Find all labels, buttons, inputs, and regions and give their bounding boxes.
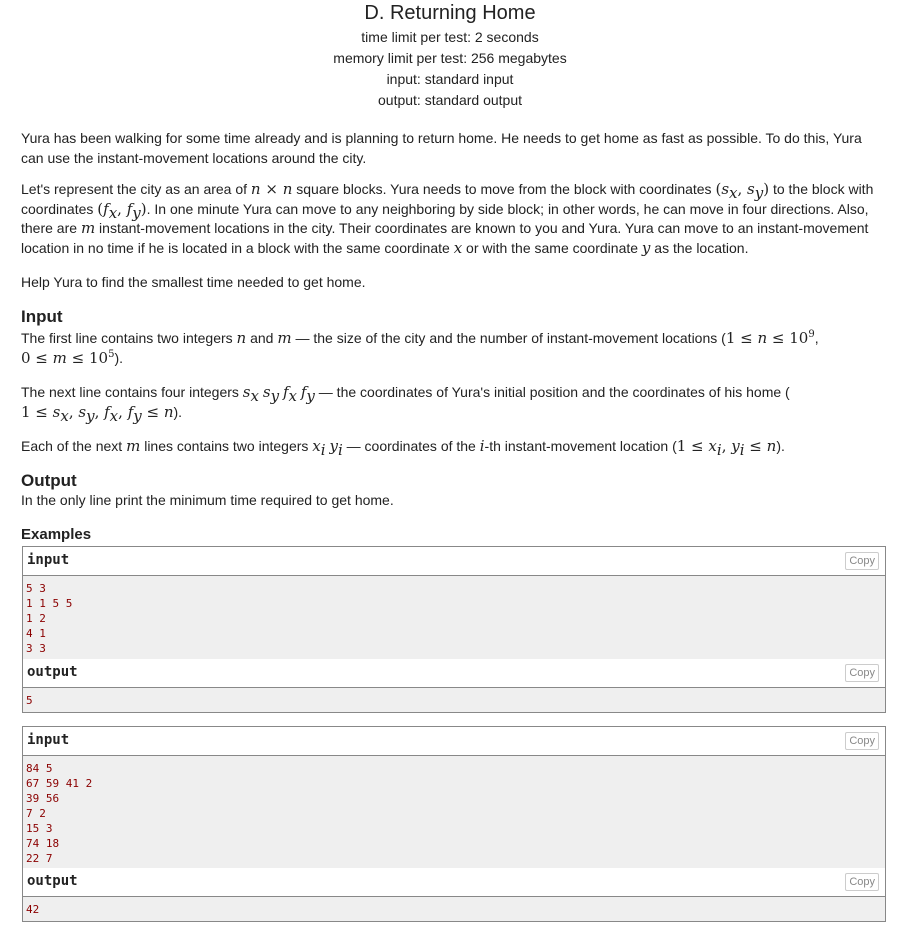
input-line-3: Each of the next m lines contains two integers $x_i$ $y_i$ — coordinates of the i-th instant-movement location ($1 \le x_i$, $y_i \le n$).: [21, 437, 785, 459]
examples-heading: Examples: [21, 526, 92, 543]
example-1-output: [22, 659, 886, 713]
example-2-input-content: 84 5 67 59 41 2 39 56 7 2 15 3 74 18 22 7: [23, 756, 885, 870]
statement-paragraph-3: Help Yura to find the smallest time needed to get home.: [21, 274, 366, 290]
example-1-output-label: output: [27, 664, 78, 680]
problem-title: D. Returning Home: [364, 2, 536, 24]
problem-limits: [0, 27, 900, 111]
output-heading: Output: [21, 471, 77, 490]
math-n-times-n: n: [250, 180, 261, 198]
example-2-input-header: [23, 727, 885, 756]
example-2-output-label: output: [27, 873, 78, 889]
memory-limit: memory limit per test: 256 megabytes: [333, 50, 567, 66]
input-line-1: The first line contains two integers n and m — the size of the city and the number of instant-movement locations ($1 \le n \le 10^9$, $0 \le m \le 10^5$).: [21, 329, 819, 367]
input-spec: input: standard input: [386, 71, 514, 87]
example-1-output-header: [23, 659, 885, 688]
copy-button[interactable]: Copy: [845, 552, 879, 570]
input-heading: Input: [21, 307, 63, 326]
example-1-input-content: 5 3 1 1 5 5 1 2 4 1 3 3: [23, 576, 885, 660]
example-2-input-label: input: [27, 732, 70, 748]
example-2-input: [22, 726, 886, 871]
copy-button[interactable]: Copy: [845, 664, 879, 682]
output-text: In the only line print the minimum time required to get home.: [21, 492, 394, 508]
example-2-output: [22, 868, 886, 922]
copy-button[interactable]: Copy: [845, 732, 879, 750]
example-1-input-header: [23, 547, 885, 576]
example-2-output-content: 42: [23, 897, 885, 921]
example-1-input-label: input: [27, 552, 70, 568]
time-limit: time limit per test: 2 seconds: [361, 29, 539, 45]
statement-paragraph-2: Let's represent the city as an area of n × n square blocks. Yura needs to move from the block with coordinates ($s_x$, $s_y$) to the block with coordinates ($f_x$, $f_y$). In one minute Yura can move to any neighboring by side block; in other words, he can move in four directions. Also, there are m instant-movement locations in the city. Their coordinates are known to you and Yura. Yura can move to an instant-movement location in no time if he is located in a block with the same coordinate x or with the same coordinate y as the location.: [21, 180, 874, 257]
problem-header: [0, 0, 900, 111]
copy-button[interactable]: Copy: [845, 873, 879, 891]
example-1-input: [22, 546, 886, 661]
input-line-2: The next line contains four integers $s_x$ $s_y$ $f_x$ $f_y$ — the coordinates of Yura's initial position and the coordinates of his home ( $1 \le s_x$, $s_y$, $f_x$, $f_y \le n$).: [21, 383, 790, 425]
example-2-output-header: [23, 868, 885, 897]
output-spec: output: standard output: [378, 92, 522, 108]
example-1-output-content: 5: [23, 688, 885, 712]
statement-paragraph-1: Yura has been walking for some time already and is planning to return home. He needs to get home as fast as possible. To do this, Yura can use the instant-movement locations around the city.: [21, 130, 862, 166]
